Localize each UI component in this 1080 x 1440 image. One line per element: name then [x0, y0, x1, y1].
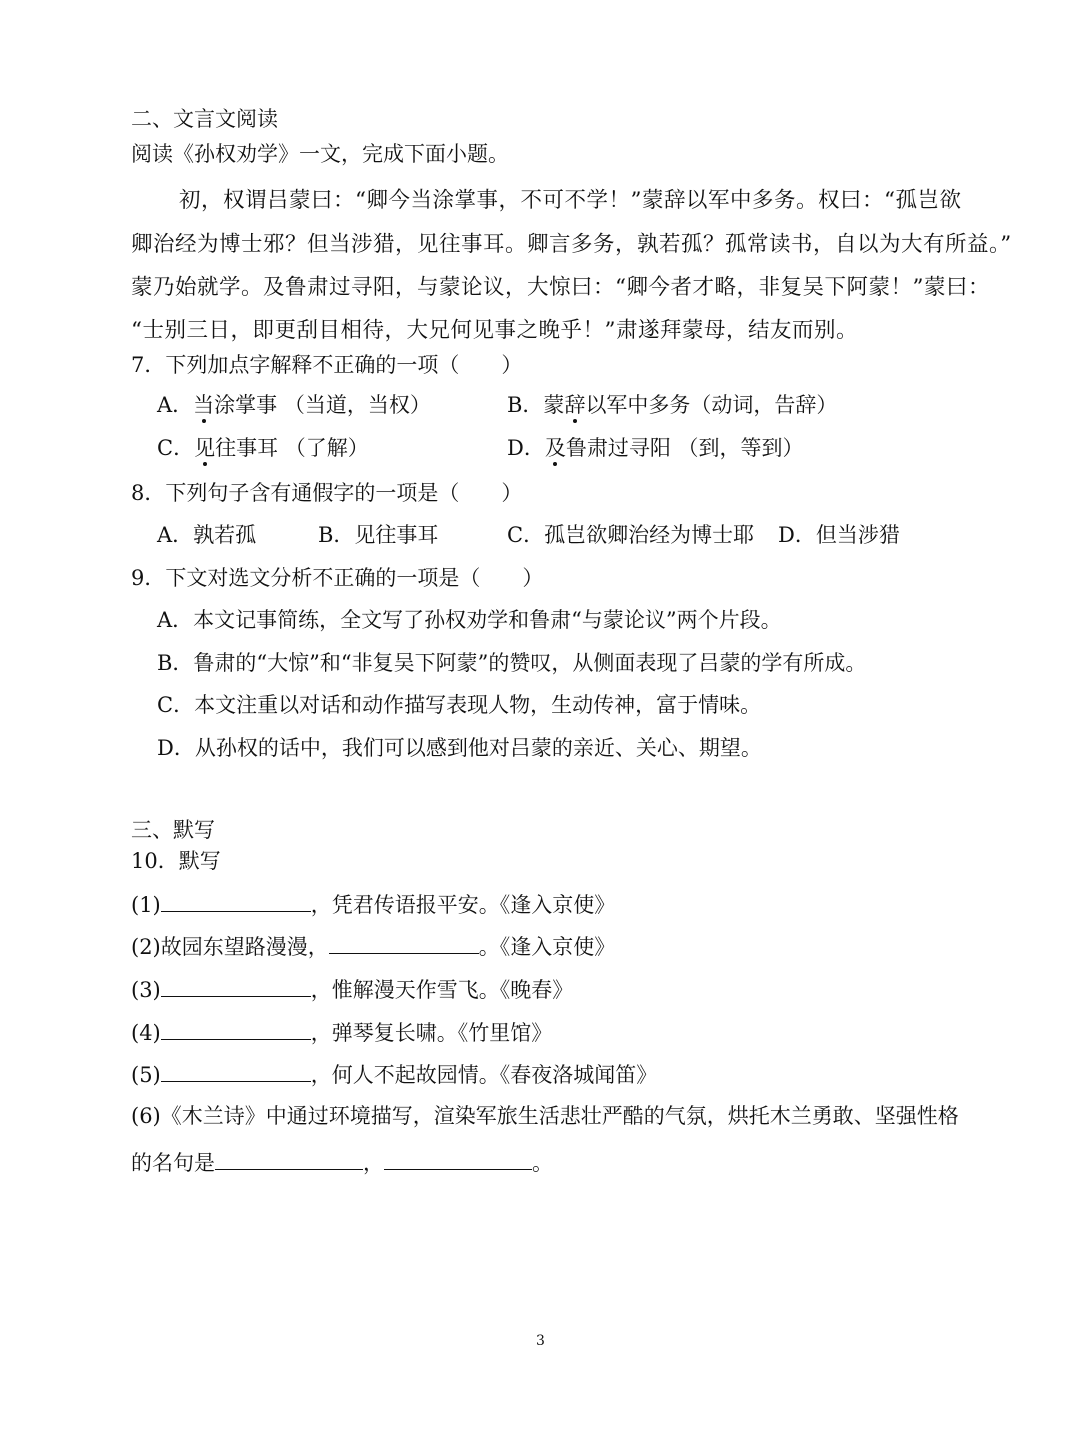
dictation-line-6-part-1: (6)《木兰诗》中通过环境描写，渲染军旅生活悲壮严酷的气氛，烘托木兰勇敢、坚强性格	[131, 1104, 959, 1128]
line-6-end: 。	[532, 1151, 553, 1175]
q7-d-rest: 鲁肃过寻阳 （到，等到）	[565, 436, 804, 460]
answer-blank-6a[interactable]	[215, 1149, 363, 1170]
passage-line-2: 卿治经为博士邪？但当涉猎，见往事耳。卿言多务，孰若孤？孤常读书，自以为大有所益。”	[131, 232, 1012, 257]
dictation-line-6-part-2	[131, 1149, 553, 1175]
line-4-rest: ，弹琴复长啸。《竹里馆》	[310, 1021, 553, 1045]
line-2-rest: 。《逢入京使》	[478, 935, 616, 959]
line-5-prefix: (5)	[131, 1063, 161, 1087]
q7-c-rest: 往事耳 （了解）	[215, 436, 369, 460]
answer-blank-2[interactable]	[329, 933, 479, 954]
section-3-title: 三、默写	[131, 818, 215, 842]
q7-a-dotted-char: 当	[193, 393, 215, 417]
q9-option-a: A．本文记事简练，全文写了孙权劝学和鲁肃“与蒙论议”两个片段。	[157, 608, 782, 632]
dictation-line-1	[131, 891, 615, 917]
line-4-prefix: (4)	[131, 1021, 161, 1045]
q9-option-b: B．鲁肃的“大惊”和“非复吴下阿蒙”的赞叹，从侧面表现了吕蒙的学有所成。	[157, 651, 867, 675]
passage-line-1: 初，权谓吕蒙曰：“卿今当涂掌事，不可不学！”蒙辞以军中多务。权曰：“孤岂欲	[179, 188, 962, 213]
q9-stem: 9．下文对选文分析不正确的一项是（ ）	[131, 566, 544, 590]
line-1-rest: ，凭君传语报平安。《逢入京使》	[310, 893, 616, 917]
q7-option-a	[157, 393, 431, 417]
section-2-title: 二、文言文阅读	[131, 107, 278, 131]
q7-stem: 7．下列加点字解释不正确的一项（ ）	[131, 353, 523, 377]
line-1-prefix: (1)	[131, 893, 161, 917]
q9-option-c: C．本文注重以对话和动作描写表现人物，生动传神，富于情味。	[157, 693, 762, 717]
q8-option-b: B．见往事耳	[318, 523, 439, 547]
q7-option-d	[507, 436, 804, 460]
q7-c-dotted-char: 见	[194, 436, 216, 460]
q8-option-a: A．孰若孤	[157, 523, 257, 547]
line-2-prefix: (2)故园东望路漫漫，	[131, 935, 329, 959]
answer-blank-3[interactable]	[161, 976, 311, 997]
q7-b-rest: 以军中多务（动词，告辞）	[585, 393, 838, 417]
q10-stem: 10．默写	[131, 849, 221, 873]
dictation-line-2	[131, 933, 615, 959]
q7-b-dotted-char: 辞	[564, 393, 586, 417]
answer-blank-5[interactable]	[161, 1061, 311, 1082]
q8-option-d: D．但当涉猎	[778, 523, 900, 547]
q7-option-c	[157, 436, 369, 460]
line-6-prefix: 的名句是	[131, 1151, 215, 1175]
q7-a-prefix: A．	[157, 393, 194, 417]
section-2-intro: 阅读《孙权劝学》一文，完成下面小题。	[131, 142, 509, 166]
passage-line-4: “士别三日，即更刮目相待，大兄何见事之晚乎！”肃遂拜蒙母，结友而别。	[131, 318, 858, 343]
line-3-rest: ，惟解漫天作雪飞。《晚春》	[310, 978, 574, 1002]
q9-option-d: D．从孙权的话中，我们可以感到他对吕蒙的亲近、关心、期望。	[157, 736, 762, 760]
page-number: 3	[536, 1333, 545, 1349]
answer-blank-6b[interactable]	[384, 1149, 532, 1170]
line-3-prefix: (3)	[131, 978, 161, 1002]
q7-d-prefix: D．	[507, 436, 545, 460]
dictation-line-4	[131, 1019, 552, 1045]
q7-d-dotted-char: 及	[544, 436, 566, 460]
line-6-comma: ，	[363, 1151, 384, 1175]
dictation-line-5	[131, 1061, 657, 1087]
q7-b-prefix: B．蒙	[507, 393, 565, 417]
dictation-line-3	[131, 976, 573, 1002]
q7-a-rest: 涂掌事 （当道，当权）	[214, 393, 431, 417]
q8-stem: 8．下列句子含有通假字的一项是（ ）	[131, 481, 523, 505]
passage-line-3: 蒙乃始就学。及鲁肃过寻阳，与蒙论议，大惊曰：“卿今者才略，非复吴下阿蒙！”蒙曰：	[131, 275, 990, 300]
q7-option-b	[507, 393, 837, 417]
q8-option-c: C．孤岂欲卿治经为博士耶	[507, 523, 755, 547]
answer-blank-1[interactable]	[161, 891, 311, 912]
line-5-rest: ，何人不起故园情。《春夜洛城闻笛》	[310, 1063, 658, 1087]
q7-c-prefix: C．	[157, 436, 195, 460]
answer-blank-4[interactable]	[161, 1019, 311, 1040]
